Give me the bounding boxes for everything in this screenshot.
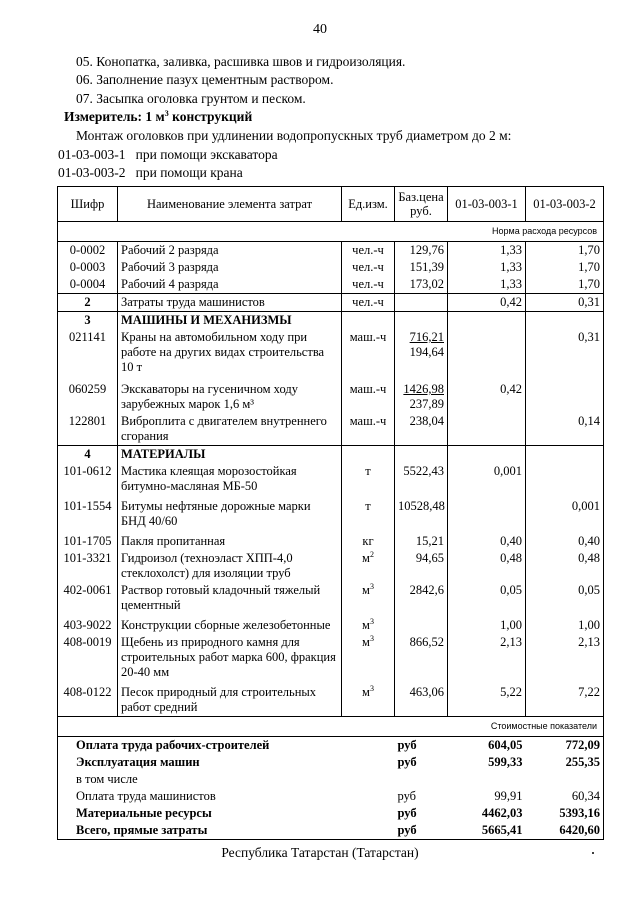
cell-v1: 1,33 xyxy=(448,276,526,294)
total-row xyxy=(58,805,604,822)
cell-code: 408-0019 xyxy=(58,634,118,681)
header-col1: 01-03-003-1 xyxy=(448,187,526,222)
table-row xyxy=(58,582,604,614)
cell-unit: чел.-ч xyxy=(342,276,395,294)
total-v2: 5393,16 xyxy=(526,805,604,822)
norm-label-row xyxy=(58,222,604,242)
cell-code: 2 xyxy=(58,294,118,312)
total-v1: 5665,41 xyxy=(448,822,526,840)
cell-price: 94,65 xyxy=(395,550,448,582)
cell-code: 0-0002 xyxy=(58,242,118,260)
cell-v1 xyxy=(448,329,526,376)
total-label: Всего, прямые затраты xyxy=(58,822,395,840)
cost-label: Стоимостные показатели xyxy=(58,717,604,737)
total-row xyxy=(58,822,604,840)
cell-v1: 0,48 xyxy=(448,550,526,582)
cell-v1: 0,001 xyxy=(448,463,526,495)
cell-name: Экскаваторы на гусеничном ходу зарубежных марок 1,6 м³ xyxy=(118,376,342,413)
cell-price xyxy=(395,294,448,312)
cell-price: 866,52 xyxy=(395,634,448,681)
total-label: Оплата труда машинистов xyxy=(58,788,395,805)
cell-code: 402-0061 xyxy=(58,582,118,614)
cell-v1: 0,05 xyxy=(448,582,526,614)
header-unit: Ед.изм. xyxy=(342,187,395,222)
cell-unit: кг xyxy=(342,530,395,550)
cell-code: 0-0004 xyxy=(58,276,118,294)
cell-v2: 0,31 xyxy=(526,294,604,312)
cell-v1 xyxy=(448,413,526,446)
cell-name: Рабочий 3 разряда xyxy=(118,259,342,276)
cell-v2 xyxy=(526,463,604,495)
section-code: 4 xyxy=(58,446,118,464)
total-unit xyxy=(395,771,448,788)
header-price: Баз.цена руб. xyxy=(395,187,448,222)
cell-code: 408-0122 xyxy=(58,681,118,717)
cell-unit: чел.-ч xyxy=(342,294,395,312)
cell-name: Битумы нефтяные дорожные марки БНД 40/60 xyxy=(118,495,342,530)
total-v2: 6420,60 xyxy=(526,822,604,840)
cell-price: 173,02 xyxy=(395,276,448,294)
cell-name: Краны на автомобильном ходу при работе на других видах строительства 10 т xyxy=(118,329,342,376)
table-row xyxy=(58,259,604,276)
norm-label: Норма расхода ресурсов xyxy=(58,222,604,242)
cell-v2: 0,31 xyxy=(526,329,604,376)
total-v2 xyxy=(526,771,604,788)
cell-code: 101-0612 xyxy=(58,463,118,495)
cell-price xyxy=(395,614,448,634)
cell-code: 101-3321 xyxy=(58,550,118,582)
variant-line: 01-03-003-2 при помощи крана xyxy=(58,165,243,180)
cell-name: Рабочий 2 разряда xyxy=(118,242,342,260)
total-v2: 772,09 xyxy=(526,737,604,755)
table-row xyxy=(58,276,604,294)
cell-name: Раствор готовый кладочный тяжелый цементный xyxy=(118,582,342,614)
cost-label-row xyxy=(58,717,604,737)
cell-v2: 7,22 xyxy=(526,681,604,717)
cell-price: 716,21 194,64 xyxy=(395,329,448,376)
table-header xyxy=(58,187,604,222)
cell-v2: 1,00 xyxy=(526,614,604,634)
cell-price: 238,04 xyxy=(395,413,448,446)
table-row xyxy=(58,530,604,550)
cell-v1 xyxy=(448,495,526,530)
cell-code: 101-1554 xyxy=(58,495,118,530)
operation-item: 07. Засыпка оголовка грунтом и песком. xyxy=(76,91,306,106)
cell-unit: $м^2$ xyxy=(342,550,395,582)
cell-code: 101-1705 xyxy=(58,530,118,550)
scan-dot xyxy=(592,852,594,854)
cell-v1: 0,42 xyxy=(448,376,526,413)
cell-unit: маш.-ч xyxy=(342,376,395,413)
cell-v1: 1,33 xyxy=(448,259,526,276)
cell-price: 10528,48 xyxy=(395,495,448,530)
cell-price: 5522,43 xyxy=(395,463,448,495)
resource-table xyxy=(57,186,604,840)
cell-name: Пакля пропитанная xyxy=(118,530,342,550)
total-unit: руб xyxy=(397,789,417,803)
table-row xyxy=(58,550,604,582)
total-label: Материальные ресурсы xyxy=(58,805,395,822)
cell-price: 1426,98 237,89 xyxy=(395,376,448,413)
total-row xyxy=(58,737,604,755)
cell-name: Виброплита с двигателем внутреннего сгорания xyxy=(118,413,342,446)
cell-code: 122801 xyxy=(58,413,118,446)
cell-name: Гидроизол (техноэласт ХПП-4,0 стеклохолст) для изоляции труб xyxy=(118,550,342,582)
cell-v1: 5,22 xyxy=(448,681,526,717)
total-row xyxy=(58,788,604,805)
cell-price: 151,39 xyxy=(395,259,448,276)
total-label: Оплата труда рабочих-строителей xyxy=(58,737,395,755)
cell-unit: чел.-ч xyxy=(342,242,395,260)
total-v2: 255,35 xyxy=(526,754,604,771)
cell-v2: 0,48 xyxy=(526,550,604,582)
cell-code: 403-9022 xyxy=(58,614,118,634)
table-row xyxy=(58,495,604,530)
total-unit: руб xyxy=(397,738,417,752)
cell-v2: 1,70 xyxy=(526,276,604,294)
section-name: МАШИНЫ И МЕХАНИЗМЫ xyxy=(118,312,342,330)
cell-v2: 0,001 xyxy=(526,495,604,530)
cell-name: Песок природный для строительных работ средний xyxy=(118,681,342,717)
cell-unit: $м^3$ xyxy=(342,582,395,614)
variant-line: 01-03-003-1 при помощи экскаватора xyxy=(58,147,278,162)
cell-code: 060259 xyxy=(58,376,118,413)
cell-name: Щебень из природного камня для строительных работ марка 600, фракция 20-40 мм xyxy=(118,634,342,681)
cell-unit: $м^3$ xyxy=(342,614,395,634)
cell-v2: 2,13 xyxy=(526,634,604,681)
cell-unit: чел.-ч xyxy=(342,259,395,276)
total-v1: 604,05 xyxy=(488,738,523,752)
total-v1 xyxy=(448,771,526,788)
description: Монтаж оголовков при удлинении водопропускных труб диаметром до 2 м: xyxy=(76,128,512,143)
table-row xyxy=(58,681,604,717)
cell-name: Рабочий 4 разряда xyxy=(118,276,342,294)
total-label: в том числе xyxy=(58,771,395,788)
table-row xyxy=(58,242,604,260)
header-code: Шифр xyxy=(58,187,118,222)
section-code: 3 xyxy=(58,312,118,330)
total-unit: руб xyxy=(395,822,448,840)
total-v1: 99,91 xyxy=(494,789,523,803)
cell-price: 2842,6 xyxy=(395,582,448,614)
cell-v1: 0,40 xyxy=(448,530,526,550)
cell-v2: 0,14 xyxy=(526,413,604,446)
table-row xyxy=(58,634,604,681)
section-row xyxy=(58,312,604,330)
total-v2: 60,34 xyxy=(526,788,604,805)
cell-unit: $м^3$ xyxy=(342,681,395,717)
cell-price: 15,21 xyxy=(395,530,448,550)
cell-v2: 0,05 xyxy=(526,582,604,614)
cell-unit: $м^3$ xyxy=(342,634,395,681)
total-label: Эксплуатация машин xyxy=(58,754,395,771)
section-row xyxy=(58,446,604,464)
total-v1: 599,33 xyxy=(488,755,523,769)
total-row xyxy=(58,771,604,788)
table-row xyxy=(58,294,604,312)
cell-unit: маш.-ч xyxy=(342,329,395,376)
cell-code: 0-0003 xyxy=(58,259,118,276)
cell-unit: т xyxy=(342,495,395,530)
cell-unit: маш.-ч xyxy=(342,413,395,446)
cell-v1: 1,33 xyxy=(448,242,526,260)
cell-v1: 0,42 xyxy=(448,294,526,312)
cell-code: 021141 xyxy=(58,329,118,376)
table-row xyxy=(58,329,604,376)
total-v1: 4462,03 xyxy=(481,806,523,820)
cell-v2: 1,70 xyxy=(526,259,604,276)
page-number: 40 xyxy=(313,22,327,37)
cell-v1: 2,13 xyxy=(448,634,526,681)
section-name: МАТЕРИАЛЫ xyxy=(118,446,342,464)
cell-price: 129,76 xyxy=(395,242,448,260)
table-row xyxy=(58,463,604,495)
cell-name: Мастика клеящая морозостойкая битумно-масляная МБ-50 xyxy=(118,463,342,495)
cell-v2 xyxy=(526,376,604,413)
meter-heading: Измеритель: 1 $м^3$ конструкций xyxy=(64,109,253,124)
header-col2: 01-03-003-2 xyxy=(526,187,604,222)
cell-v1: 1,00 xyxy=(448,614,526,634)
cell-unit: т xyxy=(342,463,395,495)
cell-v2: 1,70 xyxy=(526,242,604,260)
header-name: Наименование элемента затрат xyxy=(118,187,342,222)
cell-price: 463,06 xyxy=(395,681,448,717)
operation-item: 06. Заполнение пазух цементным раствором. xyxy=(76,72,334,87)
total-row xyxy=(58,754,604,771)
operation-item: 05. Конопатка, заливка, расшивка швов и гидроизоляция. xyxy=(76,54,406,69)
cell-name: Конструкции сборные железобетонные xyxy=(118,614,342,634)
table-row xyxy=(58,413,604,446)
cell-v2: 0,40 xyxy=(526,530,604,550)
total-unit: руб xyxy=(397,755,417,769)
total-unit: руб xyxy=(397,806,417,820)
table-row xyxy=(58,614,604,634)
cell-name: Затраты труда машинистов xyxy=(118,294,342,312)
table-row xyxy=(58,376,604,413)
footer-region: Республика Татарстан (Татарстан) xyxy=(221,845,419,860)
